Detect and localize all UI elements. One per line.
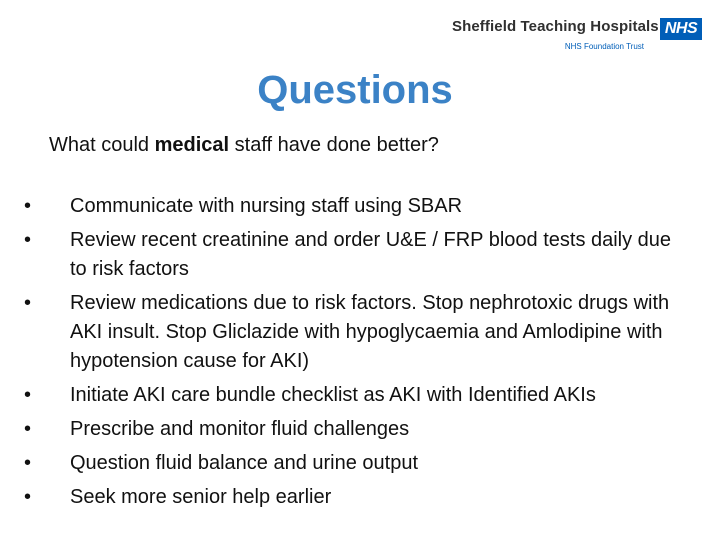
bullet-text: Initiate AKI care bundle checklist as AKI with Identified AKIs bbox=[70, 384, 596, 406]
bullet-icon: • bbox=[24, 418, 32, 440]
bullet-icon: • bbox=[24, 486, 32, 508]
bullet-text: Review medications due to risk factors. Stop nephrotoxic drugs with AKI insult. Stop Gliclazide with hypoglycaemia and Amlodipine with hypotension cause for AKI) bbox=[70, 292, 670, 372]
subtitle-suffix: staff have done better? bbox=[229, 134, 439, 156]
bullet-icon: • bbox=[24, 229, 32, 251]
bullet-text: Prescribe and monitor fluid challenges bbox=[70, 418, 410, 440]
nhs-logo-icon: NHS bbox=[660, 18, 702, 40]
subtitle-prefix: What could bbox=[49, 134, 155, 156]
slide-subtitle bbox=[49, 130, 439, 160]
bullet-item bbox=[24, 483, 674, 512]
bullet-icon: • bbox=[24, 452, 32, 474]
bullet-item bbox=[24, 226, 674, 284]
bullet-item bbox=[24, 381, 674, 410]
organisation-logo bbox=[452, 18, 702, 58]
bullet-item bbox=[24, 449, 674, 478]
bullet-text: Communicate with nursing staff using SBAR bbox=[70, 195, 463, 217]
bullet-text: Review recent creatinine and order U&E / FRP blood tests daily due to risk factors bbox=[70, 229, 672, 280]
bullet-list bbox=[24, 192, 674, 517]
slide-title: Questions bbox=[257, 68, 453, 112]
logo-organisation-name: Sheffield Teaching Hospitals bbox=[452, 18, 659, 35]
bullet-item bbox=[24, 415, 674, 444]
bullet-icon: • bbox=[24, 292, 32, 314]
logo-trust-name: NHS Foundation Trust bbox=[564, 42, 644, 51]
bullet-text: Seek more senior help earlier bbox=[70, 486, 332, 508]
bullet-icon: • bbox=[24, 195, 32, 217]
bullet-text: Question fluid balance and urine output bbox=[70, 452, 419, 474]
bullet-item bbox=[24, 192, 674, 221]
bullet-icon: • bbox=[24, 384, 32, 406]
subtitle-emphasis: medical bbox=[154, 134, 230, 156]
bullet-item bbox=[24, 289, 674, 376]
